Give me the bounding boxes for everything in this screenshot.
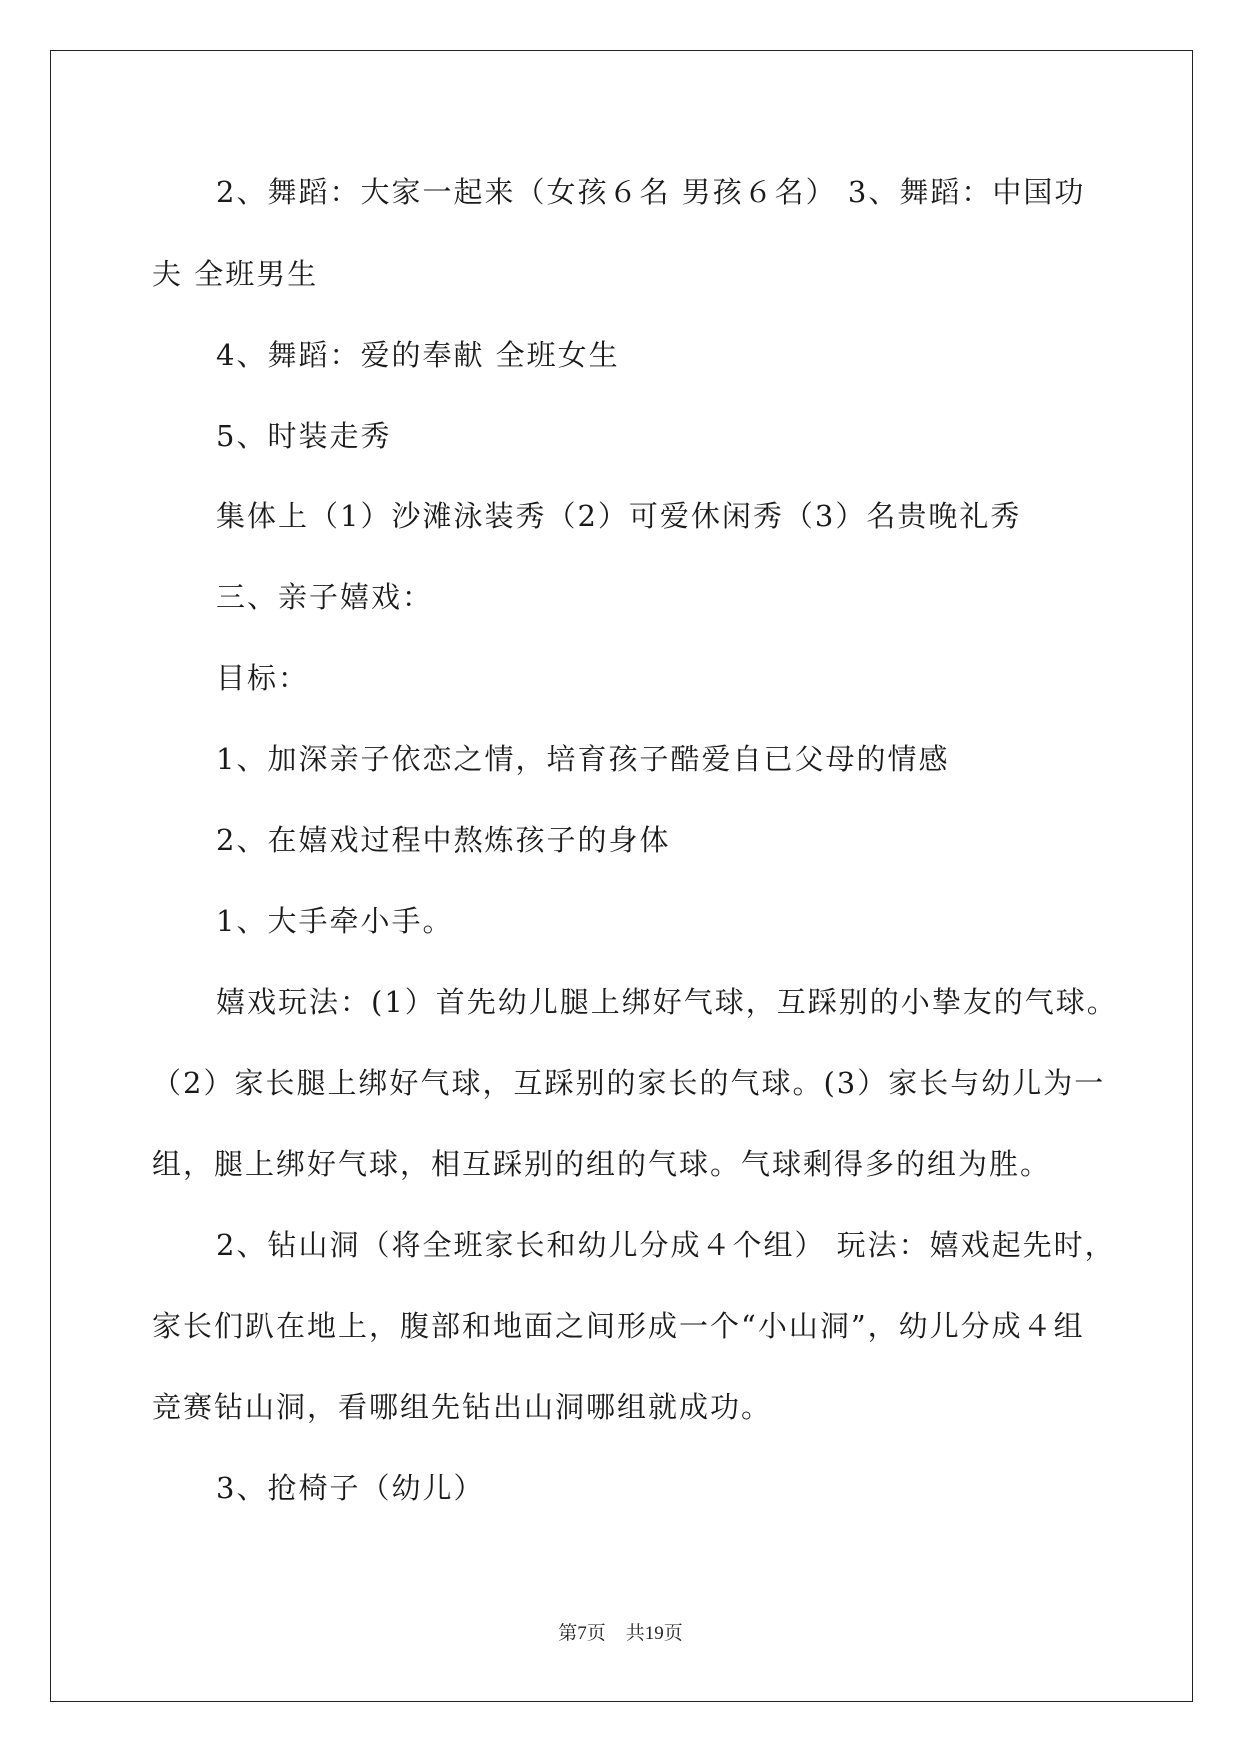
section-heading: 三、亲子嬉戏： [216, 580, 434, 614]
text-line: 3、抢椅子（幼儿） [216, 1471, 485, 1505]
text-line: 2、舞蹈：大家一起来（女孩６名 男孩６名） 3、舞蹈：中国功 [216, 175, 1086, 209]
text-line: 5、时装走秀 [216, 419, 392, 453]
text-line: （2）家长腿上绑好气球，互踩别的家长的气球。(3）家长与幼儿为一 [152, 1066, 1106, 1100]
text-line: 组，腿上绑好气球，相互踩别的组的气球。气球剩得多的组为胜。 [152, 1147, 1052, 1181]
page-number: 第7页 [558, 1623, 606, 1644]
text-line: 嬉戏玩法：(1）首先幼儿腿上绑好气球，互踩别的小挚友的气球。 [216, 985, 1118, 1019]
text-line: 4、舞蹈：爱的奉献 全班女生 [216, 338, 620, 372]
text-line: 2、钻山洞（将全班家长和幼儿分成４个组） 玩法：嬉戏起先时， [216, 1228, 1116, 1262]
text-line: 竞赛钻山洞，看哪组先钻出山洞哪组就成功。 [152, 1390, 773, 1424]
page-footer [0, 1622, 1241, 1646]
text-line: 家长们趴在地上，腹部和地面之间形成一个“小山洞”，幼儿分成４组 [152, 1309, 1085, 1343]
page-border [50, 50, 1193, 1702]
text-line: 1、大手牵小手。 [216, 904, 454, 938]
text-line: 目标： [216, 661, 310, 695]
text-line: 2、在嬉戏过程中熬炼孩子的身体 [216, 823, 671, 857]
text-line: 1、加深亲子依恋之情，培育孩子酷爱自已父母的情感 [216, 742, 950, 776]
page-total: 共19页 [625, 1623, 683, 1644]
text-line: 集体上（1）沙滩泳装秀（2）可爱休闲秀（3）名贵晚礼秀 [216, 499, 1022, 533]
text-line: 夫 全班男生 [152, 257, 319, 291]
